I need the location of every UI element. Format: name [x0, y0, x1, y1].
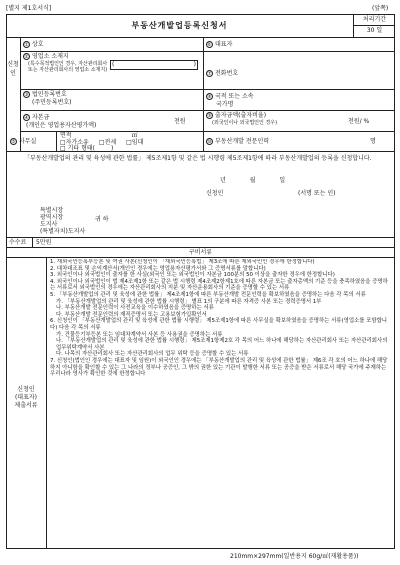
- declaration-date[interactable]: 년 월 일: [220, 177, 286, 184]
- recipient-1: 특별시장: [40, 207, 64, 214]
- doc-subitem: 다. 나목의 자산관리회사 또는 자산관리회사의 업무 위탁 등을 증명할 수 있는 서류: [56, 351, 249, 358]
- office-location-note: (특수목적법인인 경우, 자산관리회사 또는 자산관리회사의 영업소 소재지): [28, 61, 108, 73]
- option-jeonse[interactable]: □전세: [98, 139, 117, 146]
- field-representative: ⑥ 대표자: [207, 41, 233, 48]
- docs-list: [50, 259, 391, 547]
- field-investment: ⑨ 출자금액(출자비율): [207, 112, 267, 119]
- field-capital: ④ 자본금: [24, 114, 50, 121]
- declaration-text: 「부동산개발업의 관리 및 육성에 관한 법률」 제5조제1항 및 같은 법 시행령 제5조제1항에 따라 부동산개발업의 등록을 신청합니다.: [24, 155, 372, 162]
- field-office-location: ② 영업소 소재지: [24, 53, 69, 60]
- page-side-note: (앞쪽): [372, 5, 389, 12]
- experts-unit: 명: [370, 138, 376, 145]
- option-other[interactable]: □ 기타 형태( ): [60, 145, 114, 152]
- investment-unit: 천원/ %: [348, 118, 370, 125]
- field-phone: ⑦ 전화번호: [207, 70, 239, 77]
- field-experts: ⑩ 부동산개발 전문인력: [207, 138, 270, 145]
- doc-item: 2. 대차대조표 및 손익계산서(개인인 경우에는 영업용자산평가서와 그 증명서류를 말합니다): [50, 265, 266, 272]
- field-trade-name: ① 상호: [24, 41, 44, 48]
- processing-days: 30 일: [366, 27, 383, 34]
- corp-number-sub: (주민등록번호): [32, 99, 72, 106]
- fee-label: 수수료: [9, 239, 27, 246]
- docs-side-label: 신청인 (대표자) 제출서류: [14, 386, 38, 409]
- doc-item: 7. 신청인(법인인 경우에는 대표자 및 임원)이 외국인인 경우에는 「부동산개발업의 관리 및 육성에 관한 법률」 제6조 각 호의 어느 하나에 해당하지 아니함을 확인할 수 있는 그 나라의 정부나 공증인, 그 밖의 권한 있는 기관이 발행한 서류 또는 공증을 받은 서류로서 해당 국가에 주재하는 우리나라 영사가 확인한 것에 한정합니다: [50, 357, 388, 378]
- capital-sub: (개인은 영업용자산평가액): [26, 122, 97, 129]
- capital-unit: 천원: [174, 118, 186, 125]
- form-number: [별지 제1호서식]: [6, 5, 52, 12]
- investment-sub: (외국인이나 외국법인인 경우): [212, 120, 278, 126]
- form-title: 부동산개발업등록신청서: [131, 21, 228, 30]
- field-corp-number: ③ 법인등록번호: [24, 91, 67, 98]
- office-area: 면적 ㎡: [60, 132, 138, 139]
- processing-label: 처리기간: [362, 16, 387, 23]
- doc-item: 1. 재외국민등록부등본 및 여권 사본(신청인이 「재외국민등록법」 제3조에 따른 재외국민인 경우에 한정합니다): [50, 259, 315, 265]
- doc-subitem: 나. 「부동산개발업의 관리 및 육성에 관한 법률 시행령」 제5조제1항제2호 각 목의 어느 하나에 해당하는 자산관리회사 또는 자산관리회사의 업무위탁계약서 사본: [56, 338, 388, 351]
- docs-title: 구비서류: [188, 249, 213, 256]
- doc-subitem: 가. 건물등기부등본 또는 임대차계약서 사본 등 사용권을 증명하는 서류: [56, 331, 223, 338]
- doc-subitem: 가. 「부동산개발업의 관리 및 육성에 관한 법률 시행령」 별표 1의 구분에 따른 자격증 사본 또는 경력증명서 1부: [56, 298, 322, 305]
- doc-subitem: 다. 부동산개발 전문인력의 재직증명서 또는 고용보험가입확인서: [56, 311, 207, 318]
- field-nationality: ⑧ 국적 또는 소속: [207, 93, 254, 100]
- recipient-suffix: 귀 하: [95, 216, 109, 223]
- doc-item: 4. 외국인이나 외국법인이 법 제4조제1항 또는 같은 법 시행령 제4조제2항제1호에 따른 자본금 또는 출자총액의 기준 등을 충족하였음을 증명하는 서류로서 외국법인의 경우에는 자산관리회사의 지분 및 자산운용회사의 기준을 증명할 수 있는 서류: [50, 278, 388, 292]
- doc-item: 5. 「부동산개발업의 관리 및 육성에 관한 법률」 제4조제1항에 따른 부동산개발 전문인력을 확보하였음을 증명하는 다음 각 목의 서류: [50, 291, 366, 298]
- paper-size-footer: 210mm×297mm(일반용지 60g/㎡(재활용품)): [230, 553, 359, 560]
- applicant-side-label: 신청인: [7, 61, 19, 77]
- declaration-sign[interactable]: (서명 또는 인): [298, 190, 336, 197]
- doc-subitem: 나. 부동산개발 전문인력이 사전교육을 이수하였음을 증명하는 서류: [56, 305, 214, 312]
- doc-item: 3. 외국인이나 외국법인이 출자를 한 사실(외국인 또는 외국법인이 자본금 100분의 50 이상을 출자한 경우에 한정합니다): [50, 272, 335, 279]
- office-location-paren: ( ): [112, 61, 196, 68]
- doc-item: 6. 신청인이 「부동산개발업의 관리 및 육성에 관한 법률 시행령」 제5조제1항에 따른 사무실을 확보하였음을 증명하는 서류(영업소를 포함합니다) 다음 각 목의 서류: [50, 318, 387, 331]
- option-owned[interactable]: □자가소유: [60, 139, 89, 146]
- declaration-applicant: 신청인: [206, 190, 224, 197]
- option-lease[interactable]: □임대: [126, 139, 144, 146]
- recipient-4: (특별자치)도지사: [40, 228, 86, 235]
- nationality-sub: 국가명: [216, 101, 234, 108]
- recipient-3: 도지사: [40, 221, 58, 228]
- fee-value: 5만원: [36, 239, 52, 246]
- recipient-block: [40, 207, 85, 235]
- field-office: ⑤ 사무실: [11, 138, 37, 145]
- recipient-2: 광역시장: [40, 214, 64, 221]
